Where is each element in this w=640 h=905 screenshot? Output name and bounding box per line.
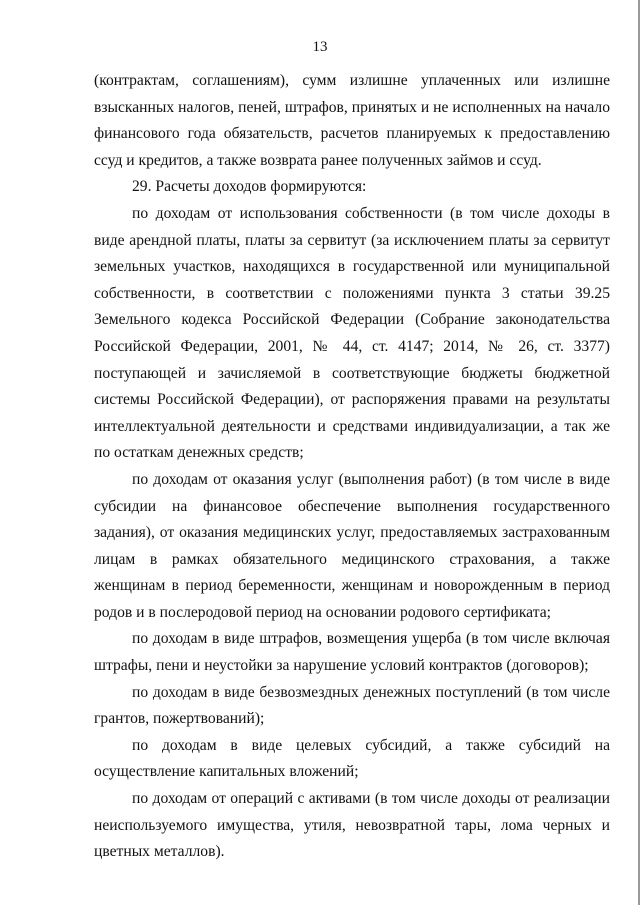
paragraph-assets-income: по доходам от операций с активами (в том числе доходы от реализации неиспользуемого имущества, утиля, невозвратной тары, лома черных и цветных металлов). (94, 790, 610, 861)
paragraph-services-income: по доходам от оказания услуг (выполнения работ) (в том числе в виде субсидии на финансовое обеспечение выполнения государственного задания), от оказания медицинских услуг, предоставляемых застрахованным лицам в рамках обязательного медицинского страхования, а также женщинам в период беременности, женщинам и новорожденным в период родов и в послеродовой период на основании родового сертификата; (94, 470, 610, 621)
paragraph-fines-income: по доходам в виде штрафов, возмещения ущерба (в том числе включая штрафы, пени и неустойки за нарушение условий контрактов (договоров); (94, 630, 610, 675)
document-body (94, 68, 610, 866)
paragraph-subsidies-income: по доходам в виде целевых субсидий, а также субсидий на осуществление капитальных вложений; (94, 736, 610, 781)
paragraph-continuation: (контрактам, соглашениям), сумм излишне уплаченных или излишне взысканных налогов, пеней, штрафов, принятых и не исполненных на начало финансового года обязательств, расчетов планируемых к предоставлению ссуд и кредитов, а также возврата ранее полученных займов и ссуд. (94, 72, 610, 169)
paragraph-item-29: 29. Расчеты доходов формируются: (132, 178, 367, 196)
page-number: 13 (312, 39, 328, 55)
paragraph-gratuitous-income: по доходам в виде безвозмездных денежных поступлений (в том числе грантов, пожертвований); (94, 683, 610, 728)
paragraph-property-income: по доходам от использования собственности (в том числе доходы в виде арендной платы, платы за сервитут (за исключением платы за сервитут земельных участков, находящихся в государственной или муниципальной собственности, в соответствии с положениями пункта 3 статьи 39.25 Земельного кодекса Российской Федерации (Собрание законодательства Российской Федерации, 2001, № 44, ст. 4147; 2014, № 26, ст. 3377) поступающей и зачисляемой в соответствующие бюджеты бюджетной системы Российской Федерации), от распоряжения правами на результаты интеллектуальной деятельности и средствами индивидуализации, а так же по остаткам денежных средств; (94, 204, 610, 462)
